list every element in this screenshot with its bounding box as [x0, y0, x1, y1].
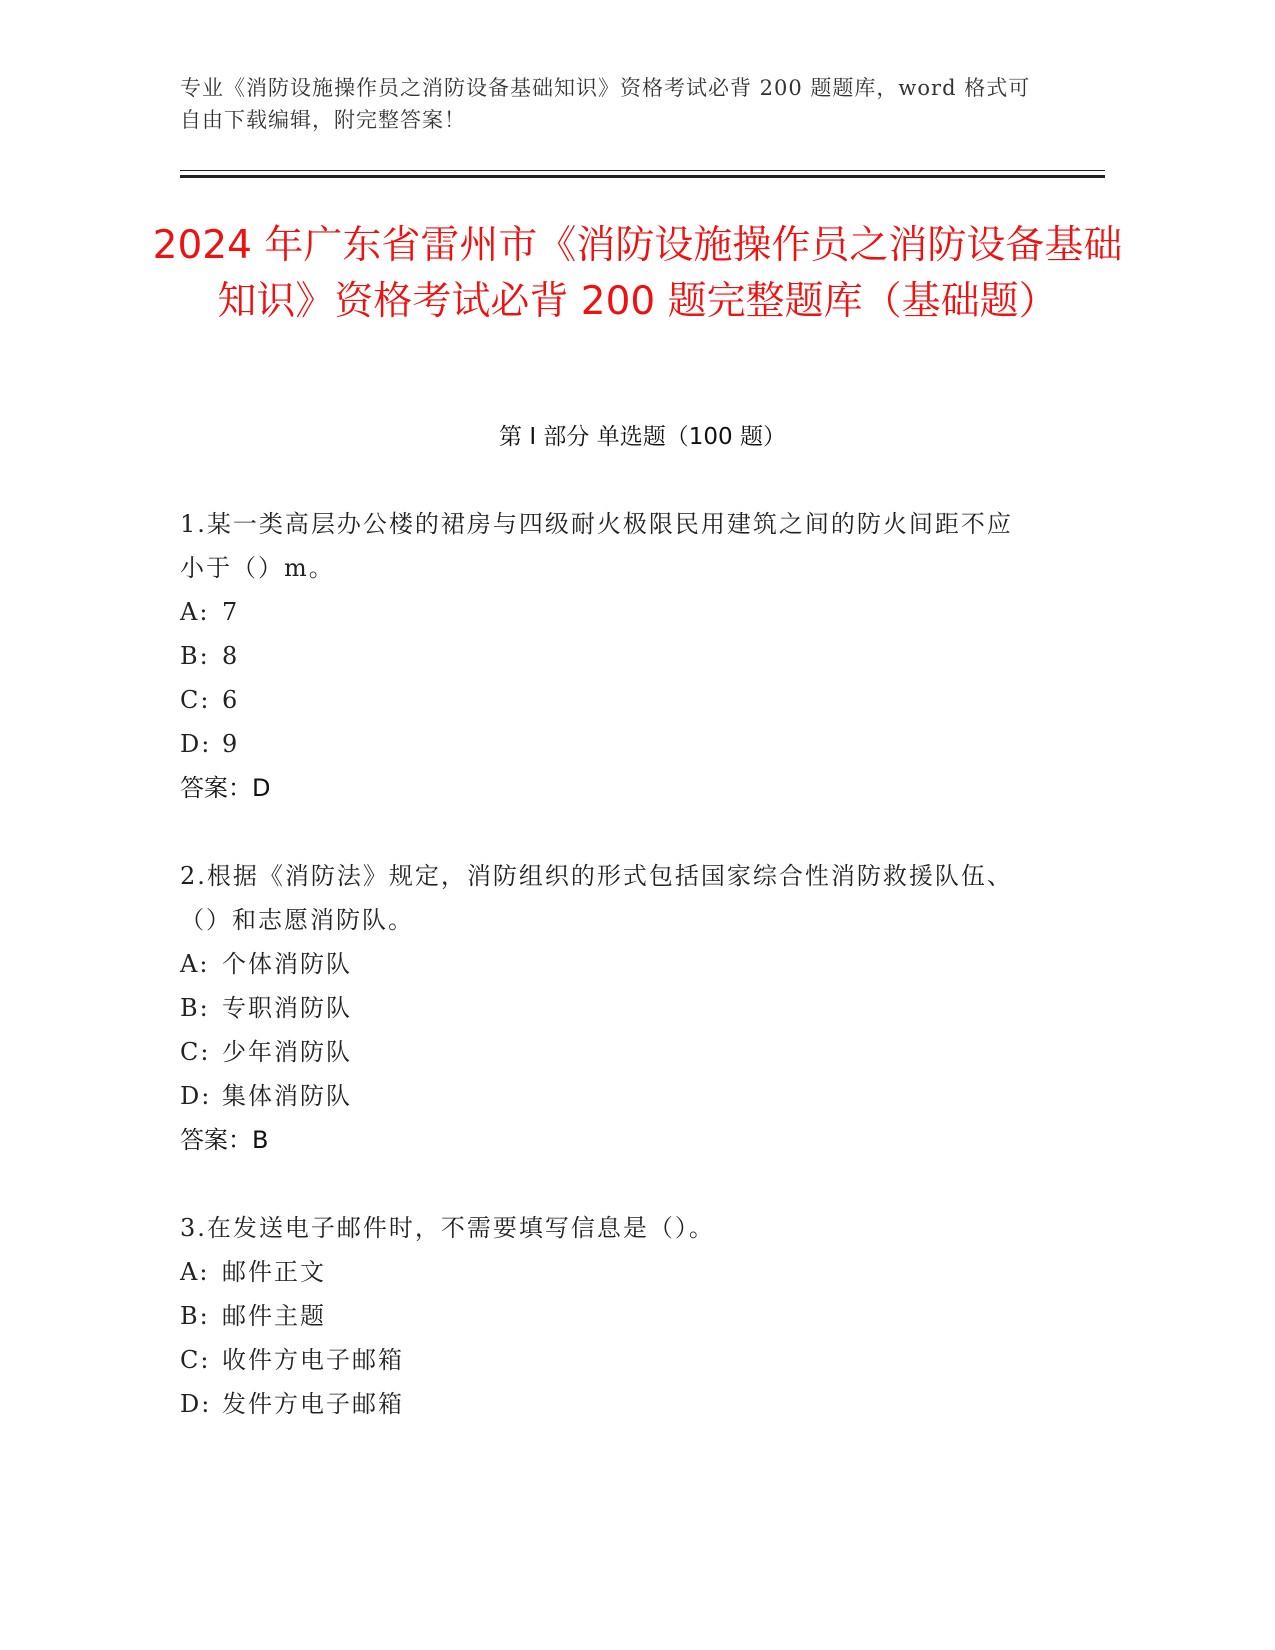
- document-title: 2024 年广东省雷州市《消防设施操作员之消防设备基础知识》资格考试必背 200 题完整题库（基础题）: [152, 223, 1123, 324]
- option-text: 个体消防队: [222, 950, 352, 978]
- section-heading: 第 I 部分 单选题（100 题）: [499, 424, 786, 450]
- question-stem: 3.在发送电子邮件时，不需要填写信息是（）。: [180, 1214, 715, 1242]
- answer-line: [180, 1118, 1020, 1162]
- option-c: [180, 1338, 1020, 1382]
- option-letter: C:: [180, 1346, 211, 1374]
- header-divider-thick: [180, 175, 1105, 178]
- option-b: [180, 634, 1020, 678]
- option-a: [180, 1250, 1020, 1294]
- question-list: [180, 502, 1020, 1470]
- option-text: 8: [222, 642, 240, 670]
- option-letter: B:: [180, 994, 210, 1022]
- option-text: 9: [222, 730, 240, 758]
- option-c: [180, 1030, 1020, 1074]
- option-letter: C:: [180, 1038, 211, 1066]
- header-divider-thin: [180, 170, 1105, 171]
- option-text: 收件方电子邮箱: [222, 1346, 404, 1374]
- option-letter: A:: [180, 1258, 210, 1286]
- answer-line: [180, 766, 1020, 810]
- option-b: [180, 1294, 1020, 1338]
- option-text: 发件方电子邮箱: [222, 1390, 404, 1418]
- option-a: [180, 590, 1020, 634]
- option-text: 6: [222, 686, 240, 714]
- option-b: [180, 986, 1020, 1030]
- option-text: 7: [222, 598, 240, 626]
- option-text: 邮件主题: [222, 1302, 326, 1330]
- option-text: 少年消防队: [222, 1038, 352, 1066]
- answer-label: 答案：: [180, 774, 252, 802]
- option-letter: B:: [180, 1302, 210, 1330]
- option-text: 邮件正文: [222, 1258, 326, 1286]
- option-letter: D:: [180, 1390, 212, 1418]
- question-stem: 1.某一类高层办公楼的裙房与四级耐火极限民用建筑之间的防火间距不应小于（）m。: [180, 510, 1013, 582]
- option-letter: D:: [180, 730, 212, 758]
- option-d: [180, 722, 1020, 766]
- question-3: [180, 1206, 1020, 1426]
- option-letter: D:: [180, 1082, 212, 1110]
- question-stem: 2.根据《消防法》规定，消防组织的形式包括国家综合性消防救援队伍、（）和志愿消防队。: [180, 862, 1013, 934]
- option-d: [180, 1074, 1020, 1118]
- option-letter: B:: [180, 642, 210, 670]
- question-1: [180, 502, 1020, 810]
- option-a: [180, 942, 1020, 986]
- option-letter: A:: [180, 950, 210, 978]
- option-letter: A:: [180, 598, 210, 626]
- option-c: [180, 678, 1020, 722]
- answer-value: D: [252, 774, 271, 802]
- answer-value: B: [252, 1126, 269, 1154]
- option-text: 集体消防队: [222, 1082, 352, 1110]
- option-d: [180, 1382, 1020, 1426]
- header-note: 专业《消防设施操作员之消防设备基础知识》资格考试必背 200 题题库，word 格式可自由下载编辑，附完整答案！: [180, 76, 1031, 132]
- option-text: 专职消防队: [222, 994, 352, 1022]
- option-letter: C:: [180, 686, 211, 714]
- answer-label: 答案：: [180, 1126, 252, 1154]
- question-2: [180, 854, 1020, 1162]
